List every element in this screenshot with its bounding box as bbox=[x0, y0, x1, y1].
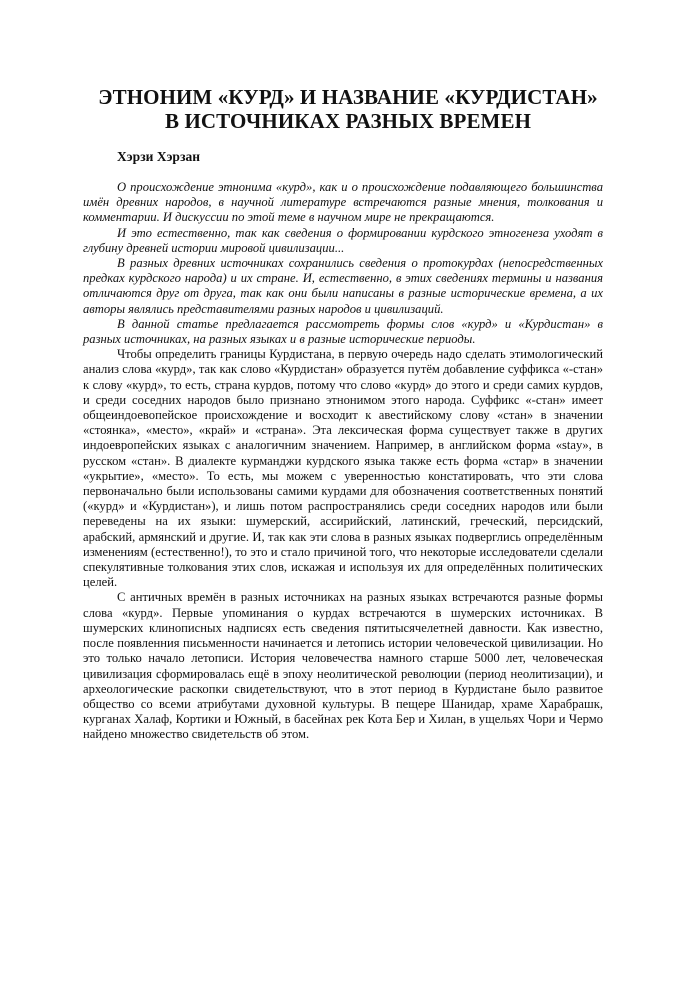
body-paragraph-1: Чтобы определить границы Курдистана, в первую очередь надо сделать этимологический анализ слова «курд», так как слово «Курдистан» образуется путём добавление суффикса «-стан» к слову «курд», то есть, страна курдов, потому что слово «курд» до этого и среди самих курдов, и среди соседних народов было признано этнонимом этого народа. Суффикс «-стан» имеет общеиндоевопейское происхождение и восходит к авестийскому слову «стан» в значении «стоянка», «место», «край» и «страна». Эта лексическая форма существует также в других индоевропейских языках с аналогичним значением. Например, в английском форма «stay», в русском «стан». В диалекте курманджи курдского языка также есть форма «стар» в значении «укрытие», «место». То есть, мы можем с уверенностью констатировать, что эти слова первоначально были использованы самими курдами для обозначения соответственных понятий («курд» и «Курдистан»), и лишь потом распространялись среди соседних народов или были переведены на их языки: шумерский, ассирийский, латинский, греческий, персидский, арабский, армянский и другие. И, так как эти слова в разных языках подверглись определённым изменениям (естественно!), то это и стало причиной того, что некоторые исследователи сделали спекулятивные толкования этих слов, искажая и используя их для определённых политических целей. bbox=[83, 347, 603, 590]
article-body bbox=[83, 180, 603, 743]
intro-paragraph-1: О происхождение этнонима «курд», как и о происхождение подавляющего большинства имён древних народов, в научной литературе встречаются разные мнения, толкования и комментарии. И дискуссии по этой теме в научном мире не прекращаются. bbox=[83, 180, 603, 225]
intro-paragraph-4: В данной статье предлагается рассмотреть формы слов «курд» и «Курдистан» в разных источниках, на разных языках и в разные исторические периоды. bbox=[83, 316, 603, 347]
intro-paragraph-2: И это естественно, так как сведения о формировании курдского этногенеза уходят в глубину древней истории мировой цивилизации... bbox=[83, 225, 603, 255]
author-name: Хэрзи Хэрзан bbox=[117, 149, 201, 164]
body-paragraph-2: С античных времён в разных источниках на разных языках встречаются разные формы слова «курд». Первые упоминания о курдах встречаются в шумерских источниках. В шумерских клинописных надписях есть сведения пятитысячелетней давности. Как известно, после появленния письменности начинается и летопись истории человеческой цивилизации. Но это только начало летописи. История человечества намного старше 5000 лет, человеческая цивилизация сформировалась ещё в эпоху неолитической революции (период неолитизации), и археологические раскопки свидетельствуют, что в этот период в Курдистане было развитое общество со всеми атрибутами духовной культуры. В пещере Шанидар, храме Харабрашк, курганах Халаф, Кортики и Южный, в басейнах рек Кота Бер и Хилан, в ущельях Чори и Чермо найдено множество свидетельств об этом. bbox=[83, 590, 603, 742]
article-title bbox=[30, 85, 666, 133]
title-line-1: ЭТНОНИМ «КУРД» И НАЗВАНИЕ «КУРДИСТАН» bbox=[98, 85, 598, 109]
title-line-2: В ИСТОЧНИКАХ РАЗНЫХ ВРЕМЕН bbox=[164, 109, 532, 133]
intro-paragraph-3: В разных древних источниках сохранились сведения о протокурдах (непосредственных предках курдского народа) и их стране. И, естественно, в этих сведениях термины и названия отличаются друг от друга, так как они были написаны в разные исторические времена, а их авторы являлись представителями разных народов и цивилизаций. bbox=[83, 256, 603, 316]
